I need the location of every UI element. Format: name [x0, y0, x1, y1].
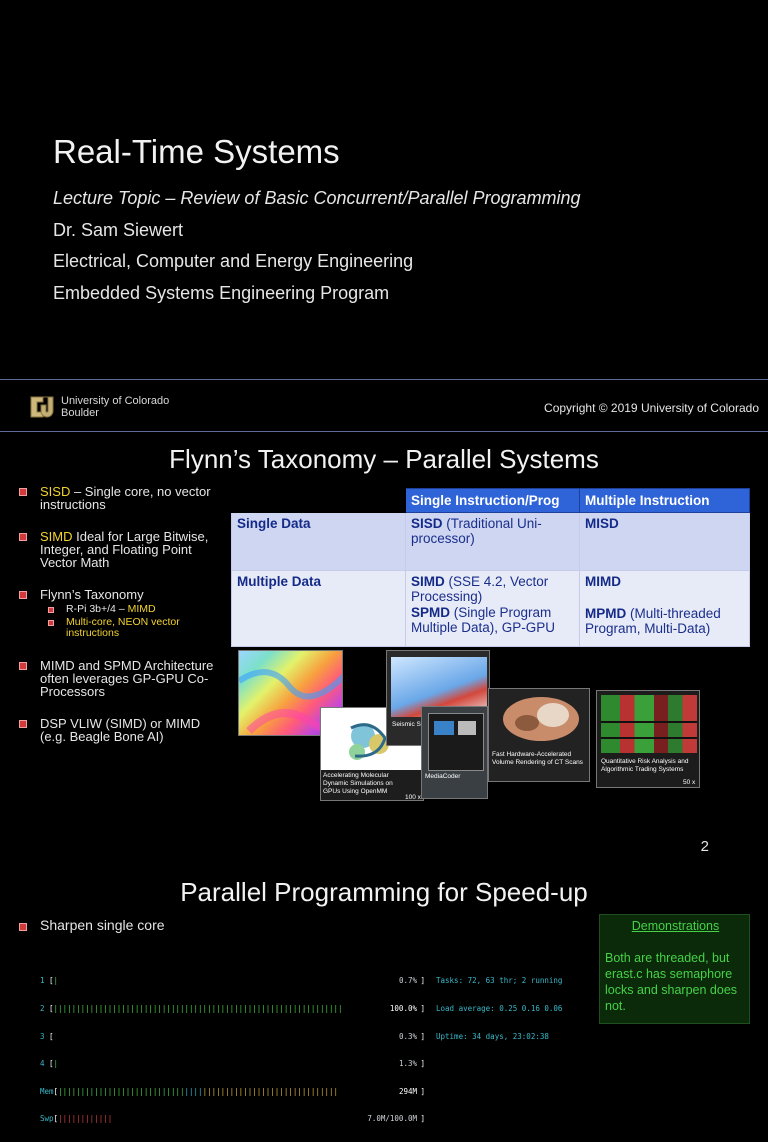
university-name: University of Colorado Boulder: [61, 395, 170, 419]
copyright: Copyright © 2019 University of Colorado: [544, 401, 759, 415]
slide-footer: [0, 379, 768, 432]
flynn-slide: [0, 434, 768, 855]
department: Electrical, Computer and Energy Engineering: [53, 251, 414, 271]
demonstrations-box: [599, 914, 750, 1024]
bullet-icon: [19, 591, 27, 599]
htop-summary: Tasks: 72, 63 thr; 2 running Load average: 0.25 0.16 0.06 Uptime: 34 days, 23:02:38: [436, 976, 563, 1041]
bullet-simd: SIMD Ideal for Large Bitwise, Integer, and Floating Point Vector Math: [40, 529, 209, 570]
bullet-icon: [19, 488, 27, 496]
bullet-icon: [19, 720, 27, 728]
bullet-flynn: Flynn’s Taxonomy: [40, 587, 144, 602]
ct-skull-icon: [489, 689, 590, 751]
sub-bullet-icon: [48, 607, 54, 613]
mediacoder-thumbnail: [421, 706, 488, 799]
molecular-caption: Accelerating Molecular Dynamic Simulations on GPUs Using OpenMM: [323, 772, 393, 795]
ct-scan-thumbnail: [488, 688, 590, 782]
program: Embedded Systems Engineering Program: [53, 283, 390, 303]
table-row: [232, 571, 750, 647]
lecture-topic: Lecture Topic – Review of Basic Concurrent/Parallel Programming: [53, 188, 581, 208]
bullet-sisd: SISD – Single core, no vector instructions: [40, 484, 211, 512]
demonstrations-note: Both are threaded, but erast.c has semaphore locks and sharpen does not.: [605, 951, 738, 1013]
seismic-caption: Seismic S: [392, 721, 421, 728]
risk-analysis-thumbnail: [596, 690, 700, 788]
table-header-row: [232, 489, 750, 513]
slide-title: Flynn’s Taxonomy – Parallel Systems: [169, 444, 599, 474]
sub-bullet-neon: Multi-core, NEON vector instructions: [66, 616, 180, 639]
bullet-icon: [19, 923, 27, 931]
bullet-mimd-spmd: MIMD and SPMD Architecture often leverages GP-GPU Co-Processors: [40, 658, 214, 699]
bullet-dsp: DSP VLIW (SIMD) or MIMD (e.g. Beagle Bone AI): [40, 716, 201, 744]
cu-logo-icon: [29, 393, 55, 421]
ct-caption: Fast Hardware-Accelerated Volume Rendering of CT Scans: [492, 751, 583, 766]
table-header-empty: [232, 489, 406, 513]
sub-bullet-rpi: R-Pi 3b+/4 – MIMD: [66, 603, 156, 615]
table-row: [232, 513, 750, 571]
slide-title: Real-Time Systems: [53, 133, 340, 170]
sub-bullet-icon: [48, 620, 54, 626]
page-number: 2: [700, 838, 709, 855]
bullet-icon: [19, 662, 27, 670]
speedup-badge: 50 x: [683, 779, 696, 786]
slide-title: Parallel Programming for Speed-up: [180, 877, 588, 907]
mediacoder-caption: MediaCoder: [425, 773, 461, 780]
table-cell: SISD (Traditional Uni-processor): [406, 513, 580, 571]
flynn-taxonomy-table: [231, 488, 750, 647]
bullet-sharpen: Sharpen single core: [40, 917, 165, 933]
table-cell: Multiple Data: [232, 571, 406, 647]
table-cell: MIMD MPMD (Multi-threaded Program, Multi-Data): [580, 571, 750, 647]
demonstrations-link[interactable]: Demonstrations: [631, 919, 720, 933]
risk-caption: Quantitative Risk Analysis and Algorithmic Trading Systems: [601, 758, 689, 773]
bullet-icon: [19, 533, 27, 541]
table-cell: Single Data: [232, 513, 406, 571]
speedup-slide: [0, 862, 768, 1124]
table-cell: MISD: [580, 513, 750, 571]
table-cell: SIMD (SSE 4.2, Vector Processing) SPMD (Single Program Multiple Data), GP-GPU: [406, 571, 580, 647]
table-header: Single Instruction/Prog: [406, 489, 580, 513]
author: Dr. Sam Siewert: [53, 220, 184, 240]
speedup-badge: 100 x: [405, 794, 421, 801]
htop-cpu-meters: 1 [| 0.7% ] 2 [|||||||||||||||||||||||||||||||||||||||||||||||||||||||||||||||| 100.0% ] 3 [ 0.3% ] 4 [| 1.3% ] Mem[|||||||||||||||||||||||||||||||||||||||||||||||||||||||||||||| 294M ] Swp[|||||||||||| 7.0M/100.0M ]: [40, 976, 425, 1124]
table-header: Multiple Instruction: [580, 489, 750, 513]
title-slide: [0, 0, 768, 432]
